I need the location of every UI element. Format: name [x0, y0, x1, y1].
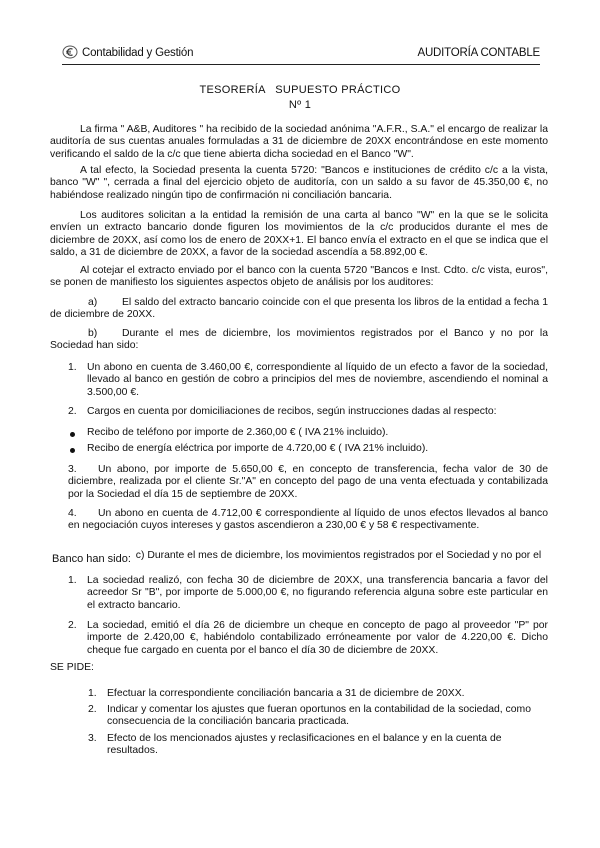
paragraph-analysis: Al cotejar el extracto enviado por el banco con la cuenta 5720 "Bancos e Inst. Cdto. c/c vista, euros", se ponen de manifiesto los siguientes aspectos objeto de análisis por los auditores: [50, 265, 548, 289]
page-header [62, 44, 540, 65]
paragraph-account: A tal efecto, la Sociedad presenta la cuenta 5720: "Bancos e instituciones de crédito c/c a la vista, banco "W" ", cerrada a final del ejercicio objeto de auditoría, con un saldo a su favor de 45.350,00 €, no habiéndose realizado ningún tipo de confirmación ni conciliación bancaria. [50, 165, 548, 201]
bullet-icon [70, 448, 75, 453]
task-item: Efectuar la correspondiente conciliación bancaria a 31 de diciembre de 20XX. [107, 688, 465, 699]
aspect-a: a) El saldo del extracto bancario coincide con el que presenta los libros de la entidad a fecha 1 de diciembre de 20XX. [50, 297, 548, 321]
paragraph-request: Los auditores solicitan a la entidad la remisión de una carta al banco "W" en la que se le solicita envíen un extracto bancario donde figuren los movimientos de la c/c producidos durante el mes de diciembre de 20XX, así como los de enero de 20XX+1. El banco envía el extracto en el que se indica que el saldo, a 31 de diciembre de 20XX, a favor de la sociedad ascendía a 58.892,00 €. [50, 210, 548, 258]
page-title: TESORERÍA SUPUESTO PRÁCTICO [199, 84, 401, 96]
task-number: 3. [88, 733, 97, 744]
section-title: AUDITORÍA CONTABLE [417, 47, 540, 59]
company-item-number: 2. [68, 620, 77, 631]
bank-item: Un abono en cuenta de 3.460,00 €, correspondiente al líquido de un efecto a favor de la sociedad, llevado al banco en gestión de cobro a principios del mes de noviembre, ascendiendo el nominal a 3.500,00 €. [87, 362, 548, 398]
aspect-b: b) Durante el mes de diciembre, los movimientos registrados por el Banco y no por la Sociedad han sido: [50, 328, 548, 352]
bank-item-number: 2. [68, 406, 77, 417]
paragraph-intro: La firma " A&B, Auditores " ha recibido de la sociedad anónima "A.F.R., S.A." el encargo de realizar la auditoría de sus cuentas anuales formuladas a 31 de diciembre de 20XX encontrándose en este momento verificando el saldo de la c/c que tiene abierta dicha sociedad en el Banco "W". [50, 124, 548, 160]
bank-item-number: 1. [68, 362, 77, 373]
task-number: 2. [88, 704, 97, 715]
aspect-c: Banco han sido: c) Durante el mes de diciembre, los movimientos registrados por el Sociedad y no por el [52, 550, 542, 565]
se-pide-heading: SE PIDE: [50, 662, 94, 673]
bank-item: 4. Un abono en cuenta de 4.712,00 € correspondiente al líquido de unos efectos llevados al banco en negociación cuyos intereses y gastos ascendieron a 230,00 € y 58 € respectivamente. [68, 508, 548, 532]
brand-name: Contabilidad y Gestión [82, 47, 194, 59]
bullet-item: Recibo de energía eléctrica por importe de 4.720,00 € ( IVA 21% incluido). [87, 443, 429, 454]
bullet-item: Recibo de teléfono por importe de 2.360,00 € ( IVA 21% incluido). [87, 427, 389, 438]
exercise-number: Nº 1 [288, 99, 312, 111]
task-number: 1. [88, 688, 97, 699]
bank-item-number: 4. [68, 508, 77, 519]
bank-item-number: 3. [68, 464, 77, 475]
bank-item: 3. Un abono, por importe de 5.650,00 €, en concepto de transferencia, fecha valor de 30 de diciembre, realizada por el cliente Sr."A" en concepto del pago de una venta efectuada y contabilizada por la Sociedad el día 15 de septiembre de 20XX. [68, 464, 548, 500]
company-item: La sociedad realizó, con fecha 30 de diciembre de 20XX, una transferencia bancaria a favor del acreedor Sr "B", por importe de 5.000,00 €, no figurando referencia alguna sobre este particular en el extracto bancario. [87, 575, 548, 611]
task-item: Efecto de los mencionados ajustes y reclasificaciones en el balance y en la cuenta de resultados. [107, 733, 502, 757]
euro-logo-icon [62, 45, 78, 59]
company-item: La sociedad, emitió el día 26 de diciembre un cheque en concepto de pago al proveedor "P" por importe de 2.420,00 €, habiéndolo contabilizado erróneamente por valor de 4.220,00 €. Dicho cheque fue cargado en cuenta por el banco el día 30 de diciembre de 20XX. [87, 620, 548, 656]
bullet-icon [70, 432, 75, 437]
bank-item: Cargos en cuenta por domiciliaciones de recibos, según instrucciones dadas al respecto: [87, 406, 497, 417]
task-item: Indicar y comentar los ajustes que fueran oportunos en la contabilidad de la sociedad, como consecuencia de la conciliación bancaria practicada. [107, 704, 531, 728]
company-item-number: 1. [68, 575, 77, 586]
